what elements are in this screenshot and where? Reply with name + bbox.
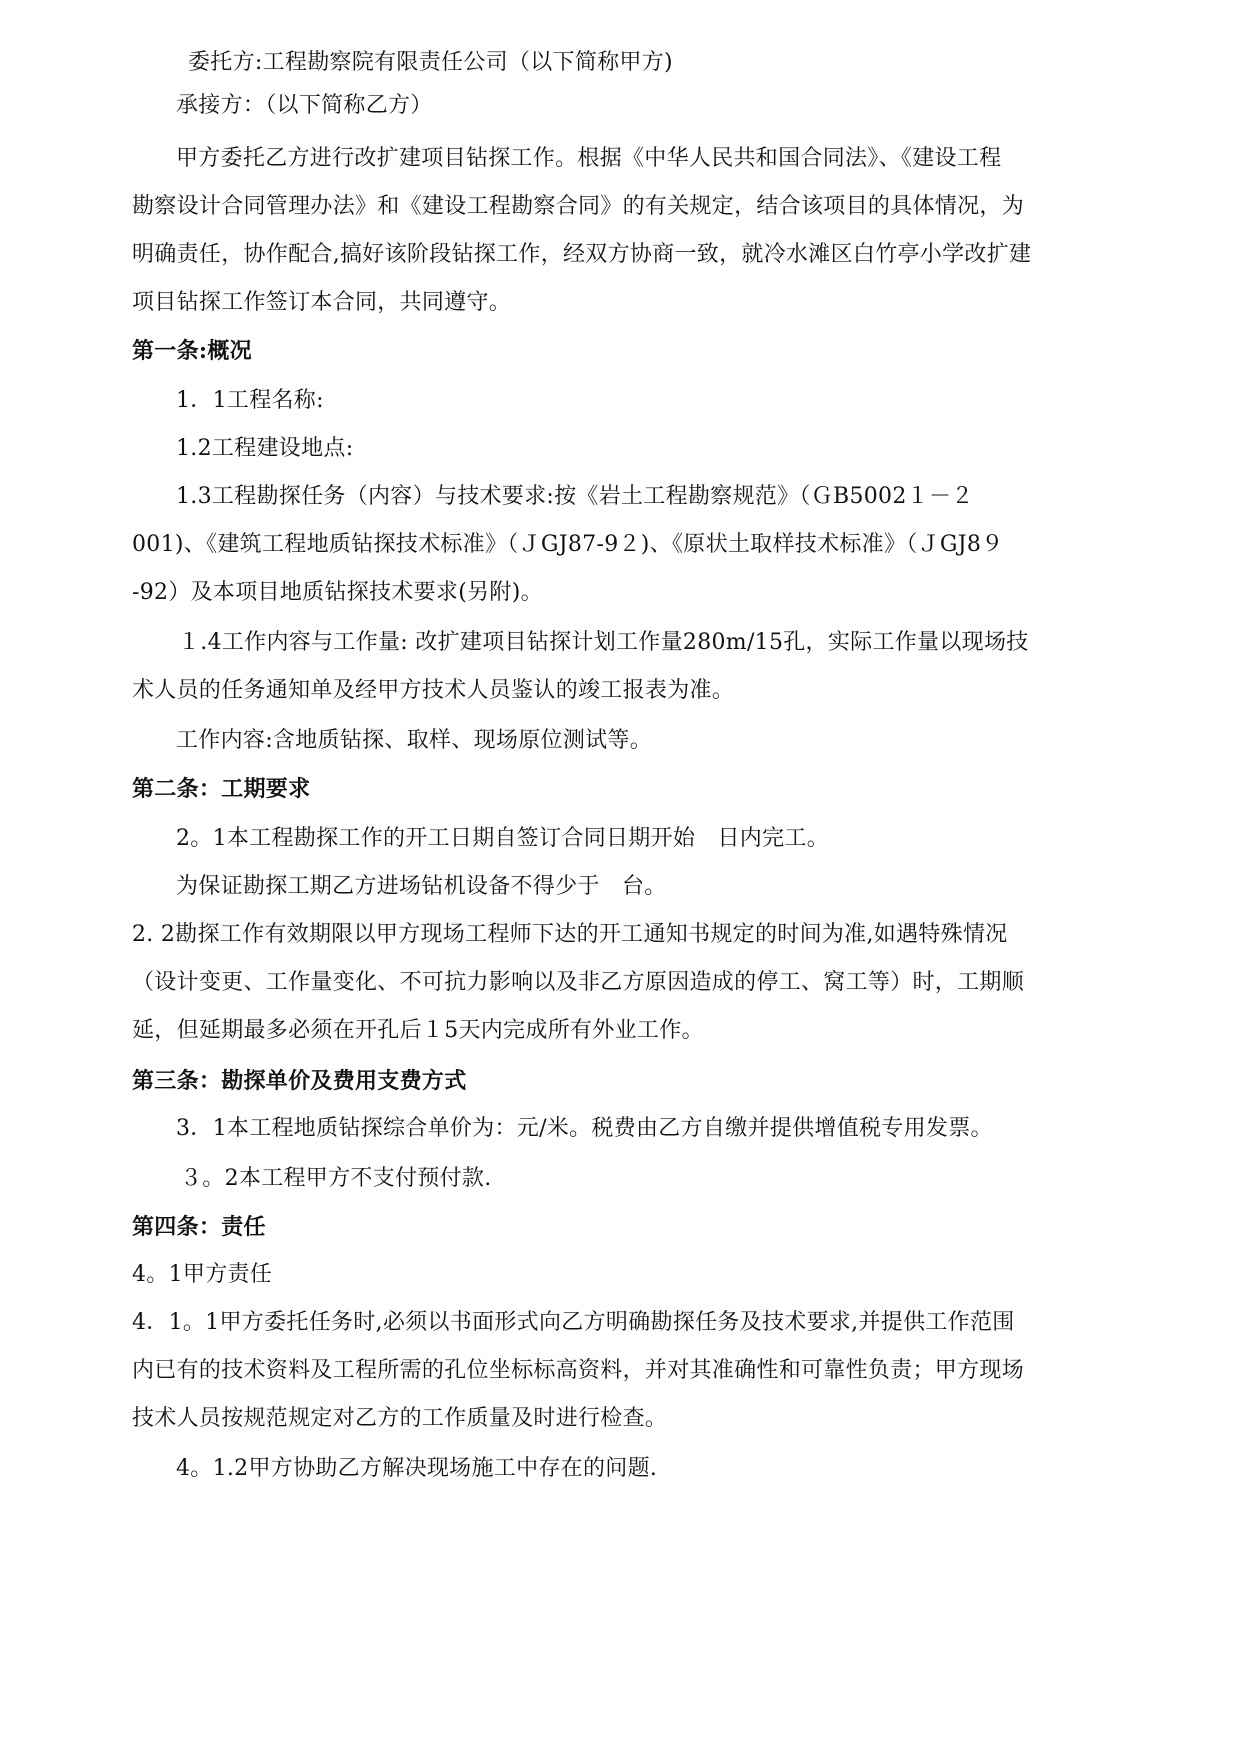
equipment-requirement: 为保证勘探工期乙方进场钻机设备不得少于 台。 xyxy=(176,874,667,899)
item-4-1: 4。1甲方责任 xyxy=(132,1262,273,1287)
item-2-2-line-3: 延，但延期最多必须在开孔后１5天内完成所有外业工作。 xyxy=(132,1018,704,1043)
item-3-2: ３。2本工程甲方不支付预付款. xyxy=(180,1166,492,1191)
item-1-3-line-3: -92）及本项目地质钻探技术要求(另附)。 xyxy=(132,580,543,605)
item-4-1-1-line-3: 技术人员按规范规定对乙方的工作质量及时进行检查。 xyxy=(132,1406,668,1431)
client-line: 委托方:工程勘察院有限责任公司（以下简称甲方) xyxy=(188,50,673,75)
item-2-1: 2。1本工程勘探工作的开工日期自签订合同日期开始 日内完工。 xyxy=(176,826,829,851)
item-2-2-line-1: 2. 2勘探工作有效期限以甲方现场工程师下达的开工通知书规定的时间为准,如遇特殊情况 xyxy=(132,922,1008,947)
intro-line-3: 明确责任，协作配合,搞好该阶段钻探工作，经双方协商一致，就冷水滩区白竹亭小学改扩建 xyxy=(132,242,1032,267)
article2-heading: 第二条：工期要求 xyxy=(132,776,311,802)
item-1-4-line-2: 术人员的任务通知单及经甲方技术人员鉴认的竣工报表为准。 xyxy=(132,678,735,703)
article3-heading: 第三条：勘探单价及费用支费方式 xyxy=(132,1068,467,1094)
work-content: 工作内容:含地质钻探、取样、现场原位测试等。 xyxy=(176,728,653,753)
item-3-1: 3．1本工程地质钻探综合单价为：元/米。税费由乙方自缴并提供增值税专用发票。 xyxy=(176,1116,993,1141)
item-1-3-line-2: 001)、《建筑工程地质钻探技术标准》（ＪGJ87-9２)、《原状土取样技术标准》（ＪGJ8９ xyxy=(132,532,1004,557)
contractor-line: 承接方：（以下简称乙方） xyxy=(176,93,433,118)
item-4-1-1-line-1: 4．1。1甲方委托任务时,必须以书面形式向乙方明确勘探任务及技术要求,并提供工作范围 xyxy=(132,1310,1015,1335)
article1-heading: 第一条:概况 xyxy=(132,338,252,364)
intro-line-1: 甲方委托乙方进行改扩建项目钻探工作。根据《中华人民共和国合同法》、《建设工程 xyxy=(176,146,1002,171)
item-2-2-line-2: （设计变更、工作量变化、不可抗力影响以及非乙方原因造成的停工、窝工等）时，工期顺 xyxy=(132,970,1025,995)
article4-heading: 第四条：责任 xyxy=(132,1214,266,1240)
item-1-1: 1．1工程名称: xyxy=(176,388,324,413)
item-1-2: 1.2工程建设地点: xyxy=(176,436,354,461)
item-4-1-1-line-2: 内已有的技术资料及工程所需的孔位坐标标高资料，并对其准确性和可靠性负责；甲方现场 xyxy=(132,1358,1025,1383)
item-1-4-line-1: １.4工作内容与工作量: 改扩建项目钻探计划工作量280m/15孔，实际工作量以现场技 xyxy=(178,630,1029,655)
item-1-3-line-1: 1.3工程勘探任务（内容）与技术要求:按《岩土工程勘察规范》（ＧB5002１－２ xyxy=(176,484,974,509)
item-4-1-2: 4。1.2甲方协助乙方解决现场施工中存在的问题. xyxy=(176,1456,658,1481)
intro-line-2: 勘察设计合同管理办法》和《建设工程勘察合同》的有关规定，结合该项目的具体情况，为 xyxy=(132,194,1025,219)
intro-line-4: 项目钻探工作签订本合同，共同遵守。 xyxy=(132,290,512,315)
